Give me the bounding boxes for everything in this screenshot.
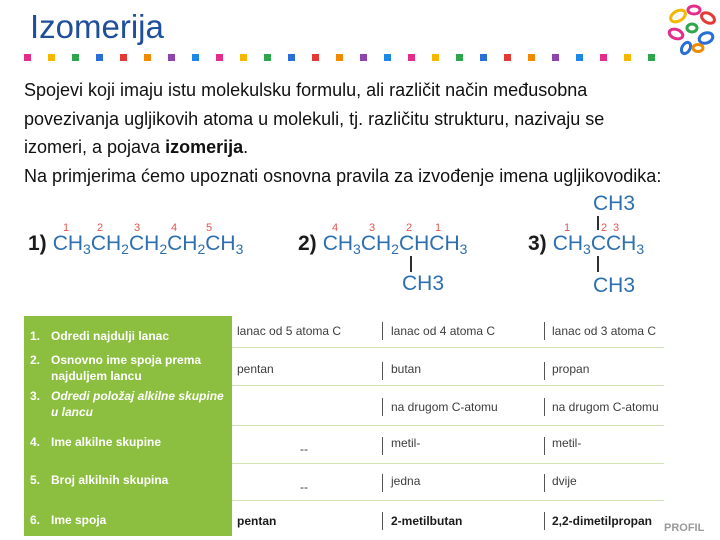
colorful-rings-logo [664,2,718,56]
divider-dot [408,54,415,61]
divider-dot [456,54,463,61]
table-cell-result: 2,2-dimetilpropan [552,514,653,528]
divider-dot [624,54,631,61]
carbon-number: 2 [601,222,608,234]
column-divider [382,398,383,416]
intro-paragraph [24,76,664,190]
divider-dot [96,54,103,61]
carbon-number: 2 [406,222,413,234]
divider-dot [384,54,391,61]
formula-3-substituent-top: CH3 [593,192,636,215]
divider-dot [240,54,247,61]
column-divider [544,398,545,416]
formula-1-label: 1) [28,232,47,255]
carbon-number: 3 [134,222,141,234]
table-cell: metil- [391,436,421,450]
row-divider [232,463,664,464]
bond-line [597,256,599,272]
divider-dot [360,54,367,61]
page-title: Izomerija [30,8,164,45]
divider-dot [504,54,511,61]
divider-dot [192,54,199,61]
formula-3-label: 3) [528,232,547,255]
brand-footer: PROFIL [664,522,705,534]
row-divider [232,347,664,348]
column-divider [544,437,545,455]
column-divider [382,512,383,530]
carbon-number: 1 [564,222,571,234]
table-cell-result: pentan [237,514,277,528]
divider-dot [600,54,607,61]
intro-term: izomerija [165,137,244,157]
carbon-number: 1 [63,222,70,234]
divider-dot [144,54,151,61]
divider-dot [168,54,175,61]
divider-dot [288,54,295,61]
carbon-number: 2 [97,222,104,234]
divider-dot [576,54,583,61]
carbon-number: 3 [369,222,376,234]
steps-column: 1. Odredi najdulji lanac 2. Osnovno ime spoja prema najduljem lancu 3. Odredi položaj alkilne skupine u lancu 4. Ime alkilne skupine 5. Broj alkilnih skupina 6. Ime spoja [24,316,232,536]
divider-dot [336,54,343,61]
column-divider [382,322,383,340]
table-cell: -- [300,442,308,456]
column-divider [382,474,383,492]
intro-text-end: . [243,137,249,157]
column-divider [544,322,545,340]
column-divider [382,362,383,380]
divider-dot [24,54,31,61]
divider-dot [48,54,55,61]
divider-dot [480,54,487,61]
row-divider [232,385,664,386]
table-cell-result: 2-metilbutan [391,514,463,528]
column-divider [544,362,545,380]
divider-dot [552,54,559,61]
table-cell: propan [552,362,590,376]
table-cell: jedna [391,474,421,488]
carbon-number: 4 [332,222,339,234]
divider-dot [264,54,271,61]
table-cell: dvije [552,474,577,488]
formula-3: 3) $CH_3CCH_3$ [528,232,645,257]
table-cell: metil- [552,436,582,450]
formula-1: 1) $CH_3CH_2CH_2CH_2CH_3$ [28,232,244,257]
column-divider [544,474,545,492]
row-divider [232,500,664,501]
table-cell: butan [391,362,422,376]
table-cell: lanac od 3 atoma C [552,324,657,338]
carbon-number: 5 [206,222,213,234]
formula-2-label: 2) [298,232,317,255]
divider-dot [312,54,319,61]
carbon-number: 4 [171,222,178,234]
table-cell: lanac od 4 atoma C [391,324,496,338]
bond-line [597,216,599,230]
divider-dot [432,54,439,61]
bond-line [410,256,412,272]
intro-line2: Na primjerima ćemo upoznati osnovna pravila za izvođenje imena ugljikovodika: [24,165,662,186]
column-divider [382,437,383,455]
divider-dot [216,54,223,61]
table-cell: na drugom C-atomu [552,400,659,414]
table-cell: na drugom C-atomu [391,400,498,414]
carbon-number: 3 [613,222,620,234]
divider-dot [72,54,79,61]
divider-dot [528,54,535,61]
table-cell: pentan [237,362,274,376]
column-divider [544,512,545,530]
intro-text: Spojevi koji imaju istu molekulsku formulu, ali različit način međusobna povezivanja ugljikovih atoma u molekuli, tj. različitu strukturu, nazivaju se izomeri, a pojava [24,80,605,157]
table-cell: -- [300,480,308,494]
divider-dot [120,54,127,61]
carbon-number: 1 [435,222,442,234]
formula-3-substituent-bottom: CH3 [593,274,636,297]
table-cell: lanac od 5 atoma C [237,324,342,338]
divider-dot [648,54,655,61]
formula-2: 2) $CH_3CH_2CHCH_3$ [298,232,468,257]
formula-2-substituent: CH3 [402,272,445,295]
row-divider [232,425,664,426]
